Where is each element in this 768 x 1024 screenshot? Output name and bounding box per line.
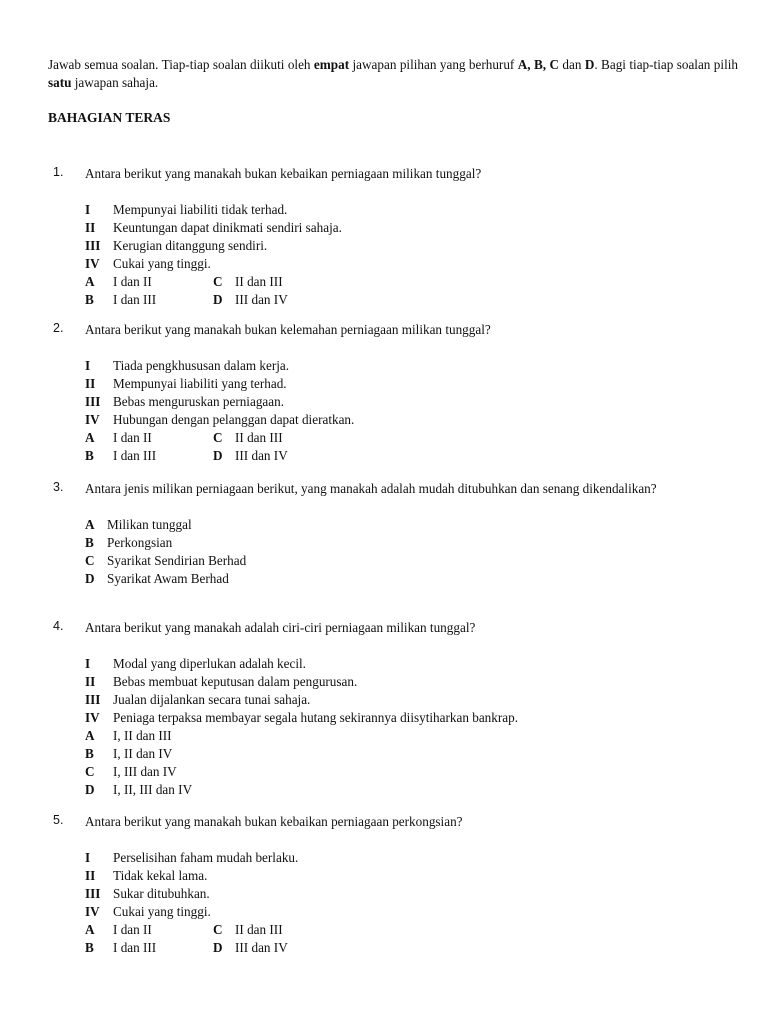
statement-row	[85, 255, 708, 273]
statement-row	[85, 655, 708, 673]
option-row	[85, 781, 708, 799]
statement-text: Mempunyai liabiliti tidak terhad.	[113, 202, 288, 217]
question-text: Antara berikut yang manakah bukan kelemahan perniagaan milikan tunggal?	[85, 322, 491, 337]
choice-text: I dan III	[113, 292, 157, 307]
question-text: Antara berikut yang manakah adalah ciri-ciri perniagaan milikan tunggal?	[85, 620, 476, 635]
statement-text: Mempunyai liabiliti yang terhad.	[113, 376, 287, 391]
statement-label: III	[85, 692, 101, 707]
statement-row	[85, 201, 708, 219]
statement-label: I	[85, 656, 91, 671]
statement-row	[85, 885, 708, 903]
option-label: D	[85, 782, 95, 797]
option-text: I, II dan III	[113, 728, 172, 743]
statement-label: I	[85, 850, 91, 865]
statement-row	[85, 411, 708, 429]
question-2	[48, 321, 708, 465]
statement-text: Peniaga terpaksa membayar segala hutang sekirannya diisytiharkan bankrap.	[113, 710, 519, 725]
option-row	[85, 516, 708, 534]
choice-text: II dan III	[235, 922, 283, 937]
question-3	[48, 480, 708, 588]
option-row	[85, 763, 708, 781]
statement-row	[85, 673, 708, 691]
statement-text: Cukai yang tinggi.	[113, 904, 211, 919]
instruction-text: jawapan pilihan yang berhuruf	[349, 57, 518, 72]
option-label: B	[85, 746, 94, 761]
choice-label: B	[85, 448, 94, 463]
option-row	[85, 727, 708, 745]
choice-label: C	[213, 430, 223, 445]
instructions	[48, 56, 738, 92]
choice-text: I dan III	[113, 448, 157, 463]
question-4	[48, 619, 708, 799]
statement-row	[85, 219, 708, 237]
choice-row	[85, 939, 708, 957]
instruction-emphasis: A, B, C	[517, 57, 559, 72]
option-text: I, II dan IV	[113, 746, 173, 761]
option-row	[85, 570, 708, 588]
statement-label: IV	[85, 256, 100, 271]
instruction-emphasis: empat	[313, 57, 350, 72]
option-text: I, II, III dan IV	[113, 782, 193, 797]
statement-text: Jualan dijalankan secara tunai sahaja.	[113, 692, 311, 707]
choice-label: D	[213, 292, 223, 307]
option-text: Syarikat Sendirian Berhad	[107, 553, 247, 568]
choice-label: A	[85, 922, 95, 937]
instruction-text: Jawab semua soalan. Tiap-tiap soalan diikuti oleh	[48, 57, 314, 72]
choice-text: I dan II	[113, 922, 152, 937]
statement-list	[85, 849, 708, 957]
choice-text: I dan II	[113, 274, 152, 289]
choice-row	[85, 921, 708, 939]
statement-label: IV	[85, 904, 100, 919]
choice-text: III dan IV	[235, 940, 288, 955]
instruction-text: dan	[558, 57, 585, 72]
statement-row	[85, 903, 708, 921]
question-text: Antara berikut yang manakah bukan kebaikan perniagaan milikan tunggal?	[85, 166, 482, 181]
option-label: A	[85, 728, 95, 743]
statement-text: Sukar ditubuhkan.	[113, 886, 210, 901]
statement-text: Modal yang diperlukan adalah kecil.	[113, 656, 306, 671]
question-number: 3.	[53, 480, 64, 494]
statement-row	[85, 867, 708, 885]
statement-row	[85, 357, 708, 375]
statement-label: IV	[85, 710, 100, 725]
statement-list	[85, 201, 708, 309]
statement-text: Tiada pengkhususan dalam kerja.	[113, 358, 290, 373]
statement-row	[85, 393, 708, 411]
instruction-text: . Bagi tiap-tiap soalan pilih	[594, 57, 738, 72]
question-5	[48, 813, 708, 957]
question-number: 2.	[53, 321, 64, 335]
statement-list	[85, 357, 708, 465]
section-title: BAHAGIAN TERAS	[48, 110, 171, 125]
statement-row	[85, 237, 708, 255]
choice-label: C	[213, 274, 223, 289]
statement-row	[85, 709, 708, 727]
choice-row	[85, 291, 708, 309]
statement-list	[85, 655, 708, 799]
instruction-emphasis: satu	[48, 75, 72, 90]
statement-text: Keuntungan dapat dinikmati sendiri sahaja.	[113, 220, 342, 235]
statement-row	[85, 375, 708, 393]
choice-row	[85, 273, 708, 291]
question-number: 4.	[53, 619, 64, 633]
statement-label: II	[85, 868, 96, 883]
question-text: Antara jenis milikan perniagaan berikut, yang manakah adalah mudah ditubuhkan dan senang dikendalikan?	[85, 481, 657, 496]
statement-row	[85, 691, 708, 709]
statement-text: Kerugian ditanggung sendiri.	[113, 238, 268, 253]
choice-label: B	[85, 940, 94, 955]
choice-label: C	[213, 922, 223, 937]
option-row	[85, 552, 708, 570]
choice-label: A	[85, 274, 95, 289]
choice-row	[85, 447, 708, 465]
choice-text: I dan III	[113, 940, 157, 955]
statement-text: Tidak kekal lama.	[113, 868, 208, 883]
choice-label: D	[213, 448, 223, 463]
statement-text: Bebas membuat keputusan dalam pengurusan.	[113, 674, 358, 689]
question-text: Antara berikut yang manakah bukan kebaikan perniagaan perkongsian?	[85, 814, 463, 829]
option-row	[85, 745, 708, 763]
statement-text: Cukai yang tinggi.	[113, 256, 211, 271]
statement-row	[85, 849, 708, 867]
question-number: 1.	[53, 165, 64, 179]
option-label: A	[85, 517, 95, 532]
choice-row	[85, 429, 708, 447]
statement-label: III	[85, 238, 101, 253]
choice-label: A	[85, 430, 95, 445]
option-label: D	[85, 571, 95, 586]
choice-text: II dan III	[235, 430, 283, 445]
statement-text: Bebas menguruskan perniagaan.	[113, 394, 285, 409]
instruction-text: jawapan sahaja.	[71, 75, 159, 90]
option-label: B	[85, 535, 94, 550]
statement-label: IV	[85, 412, 100, 427]
statement-text: Hubungan dengan pelanggan dapat dieratkan.	[113, 412, 355, 427]
choice-text: II dan III	[235, 274, 283, 289]
option-text: Syarikat Awam Berhad	[107, 571, 229, 586]
option-text: I, III dan IV	[113, 764, 177, 779]
statement-label: I	[85, 358, 91, 373]
statement-label: II	[85, 220, 96, 235]
statement-label: II	[85, 376, 96, 391]
option-list	[85, 516, 708, 588]
option-label: C	[85, 553, 95, 568]
option-text: Milikan tunggal	[107, 517, 192, 532]
choice-text: III dan IV	[235, 448, 288, 463]
statement-label: III	[85, 394, 101, 409]
question-1	[48, 165, 708, 309]
option-row	[85, 534, 708, 552]
statement-label: III	[85, 886, 101, 901]
statement-label: I	[85, 202, 91, 217]
choice-text: III dan IV	[235, 292, 288, 307]
question-number: 5.	[53, 813, 64, 827]
option-text: Perkongsian	[107, 535, 173, 550]
option-label: C	[85, 764, 95, 779]
choice-label: D	[213, 940, 223, 955]
instruction-emphasis: D	[584, 57, 595, 72]
choice-label: B	[85, 292, 94, 307]
choice-text: I dan II	[113, 430, 152, 445]
statement-label: II	[85, 674, 96, 689]
statement-text: Perselisihan faham mudah berlaku.	[113, 850, 299, 865]
